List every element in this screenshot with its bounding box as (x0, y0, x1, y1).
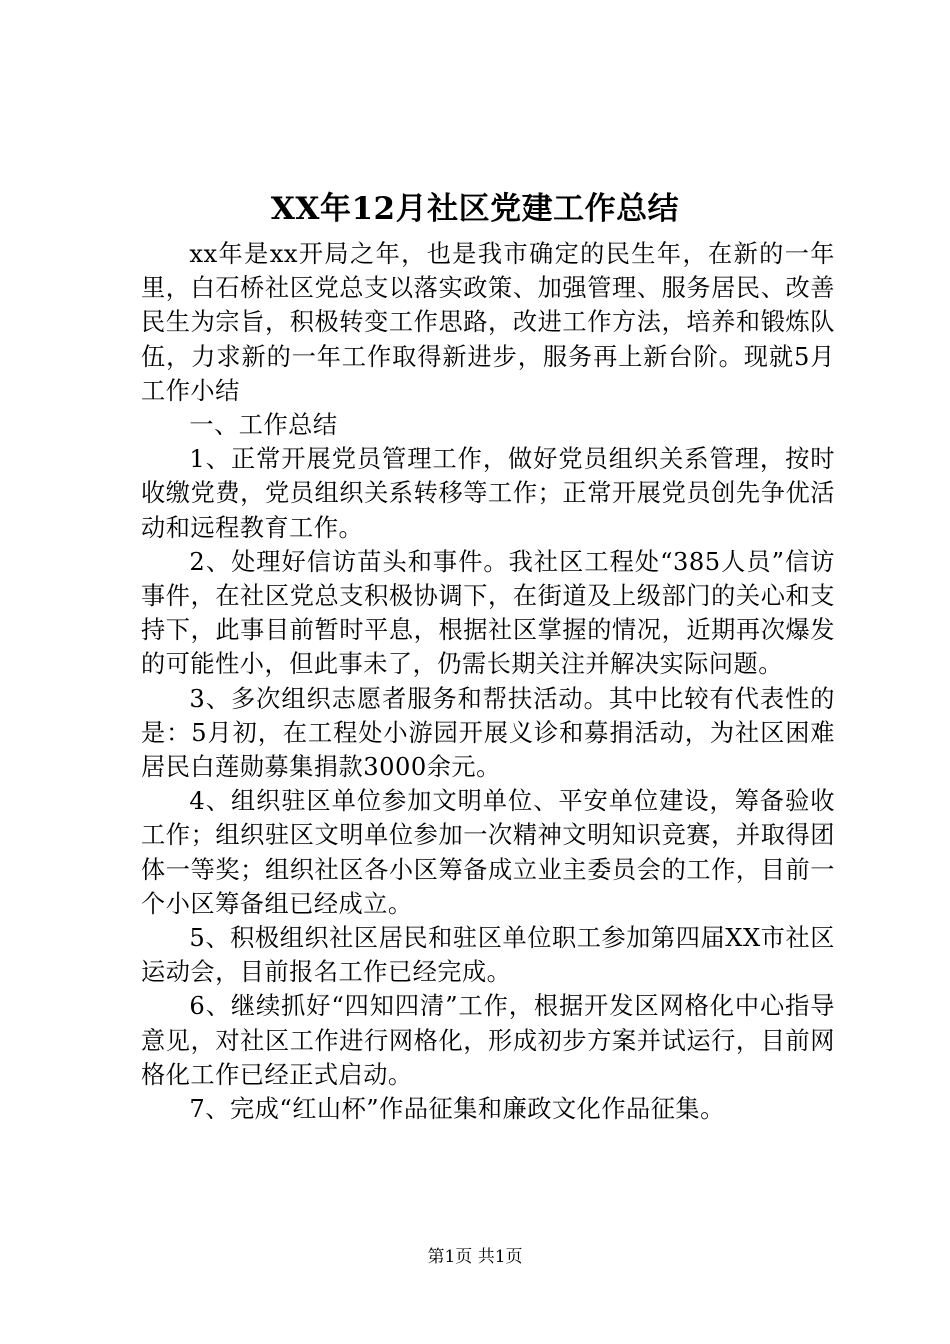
document-body (141, 237, 835, 1126)
item-paragraph-2: 2、处理好信访苗头和事件。我社区工程处“385人员”信访事件，在社区党总支积极协调下，在街道及上级部门的关心和支持下，此事目前暂时平息，根据社区掌握的情况，近期再次爆发的可能性小，但此事未了，仍需长期关注并解决实际问题。 (141, 547, 835, 679)
item-paragraph-7: 7、完成“红山杯”作品征集和廉政文化作品征集。 (189, 1095, 725, 1124)
item-paragraph-3: 3、多次组织志愿者服务和帮扶活动。其中比较有代表性的是：5月初，在工程处小游园开展义诊和募捐活动，为社区困难居民白莲勋募集捐款3000余元。 (141, 684, 835, 782)
section-heading: 一、工作总结 (189, 411, 338, 440)
intro-paragraph: xx年是xx开局之年，也是我市确定的民生年，在新的一年里，白石桥社区党总支以落实政策、加强管理、服务居民、改善民生为宗旨，积极转变工作思路，改进工作方法，培养和锻炼队伍，力求新的一年工作取得新进步，服务再上新台阶。现就5月工作小结 (141, 240, 835, 405)
document-title: XX年12月社区党建工作总结 (270, 191, 680, 227)
item-paragraph-1: 1、正常开展党员管理工作，做好党员组织关系管理，按时收缴党费，党员组织关系转移等工作；正常开展党员创先争优活动和远程教育工作。 (141, 445, 835, 542)
item-paragraph-4: 4、组织驻区单位参加文明单位、平安单位建设，筹备验收工作；组织驻区文明单位参加一次精神文明知识竞赛，并取得团体一等奖；组织社区各小区筹备成立业主委员会的工作，目前一个小区筹备组已经成立。 (141, 787, 835, 918)
item-paragraph-6: 6、继续抓好“四知四清”工作，根据开发区网格化中心指导意见，对社区工作进行网格化，形成初步方案并试运行，目前网格化工作已经正式启动。 (141, 992, 835, 1089)
item-paragraph-5: 5、积极组织社区居民和驻区单位职工参加第四届XX市社区运动会，目前报名工作已经完成。 (141, 924, 835, 987)
page-footer: 第1页 共1页 (427, 1247, 523, 1267)
